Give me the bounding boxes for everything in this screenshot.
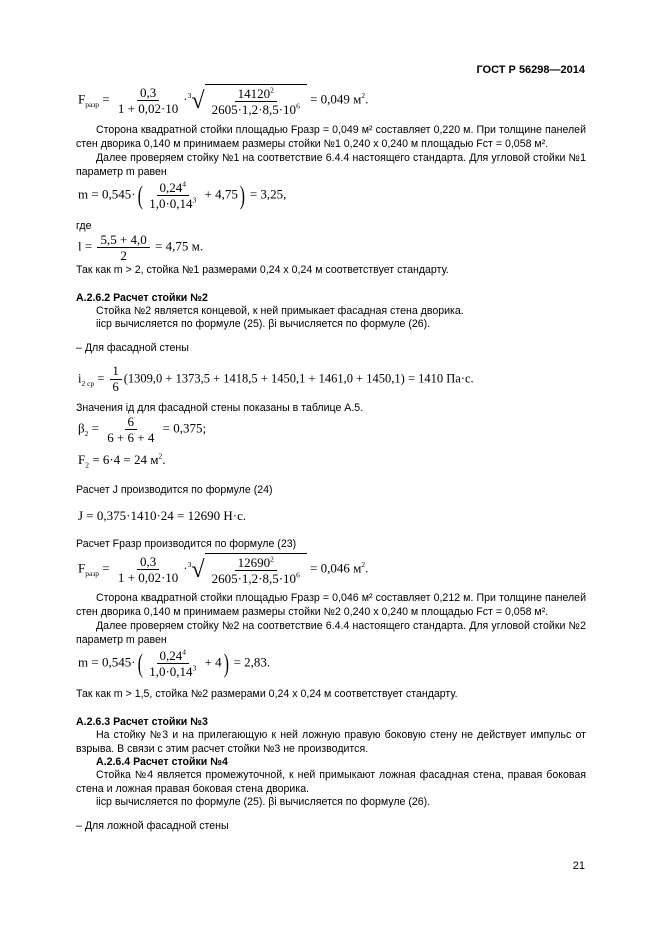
formula-j: J = 0,375·1410·24 = 12690 Н·с. bbox=[78, 508, 247, 523]
paragraph-check-2: Далее проверяем стойку №2 на соответствие 6.4.4 настоящего стандарта. Для угловой стойки №2 параметр m равен bbox=[76, 620, 586, 646]
paragraph-j-ref: Расчет J производится по формуле (24) bbox=[76, 484, 273, 496]
section-heading-a263: А.2.6.3 Расчет стойки №3 bbox=[76, 716, 208, 728]
paragraph-f-ref: Расчет Fразр производится по формуле (23) bbox=[76, 538, 297, 550]
paragraph-post-2: Стойка №2 является концевой, к ней примыкает фасадная стена дворика. bbox=[96, 305, 464, 317]
formula-f-razr-2: $F_{разр}$ = $\frac{0,3}{1 + 0,02\cdot 10}$ ·$^3$√ $\frac{12690^2}{2605\cdot 1,2\cdot 8,5\cdot 10^6}$ = 0,046 $м^2$. bbox=[78, 554, 369, 586]
paragraph-conclusion-2: Так как m > 1,5, стойка №2 размерами 0,24 х 0,24 м соответствует стандарту. bbox=[76, 688, 458, 700]
paragraph-table-ref: Значения iд для фасадной стены показаны в таблице А.5. bbox=[76, 402, 364, 414]
paragraph-conclusion-1: Так как m > 2, стойка №1 размерами 0,24 х 0,24 м соответствует стандарту. bbox=[76, 264, 449, 276]
standard-header: ГОСТ Р 56298—2014 bbox=[476, 64, 585, 76]
formula-f2: $F_2 = 6\cdot 4 = 24$ $м^2$. bbox=[78, 451, 166, 470]
formula-l: l = $\frac{5,5 + 4,0}{2}$ = 4,75 м. bbox=[78, 232, 204, 263]
where-label: где bbox=[76, 220, 92, 232]
formula-m-2: m = 0,545·( $\frac{0,24^4}{1,0\cdot 0,14^3}$ + 4) = 2,83. bbox=[78, 647, 271, 679]
paragraph-formulas-2: iiср вычисляется по формуле (25). βi вычисляется по формуле (26). bbox=[96, 796, 431, 808]
paragraph-facade: – Для фасадной стены bbox=[76, 342, 189, 354]
section-heading-a262: А.2.6.2 Расчет стойки №2 bbox=[76, 292, 208, 304]
formula-m-1: m = 0,545·( $\frac{0,24^4}{1,0\cdot 0,14^3}$ + 4,75) = 3,25, bbox=[78, 179, 287, 211]
paragraph-false-facade: – Для ложной фасадной стены bbox=[76, 820, 229, 832]
paragraph-post-4: Стойка №4 является промежуточной, к ней примыкают ложная фасадная стена, правая боковая стена и ложная правая боковая стена дворика. bbox=[76, 769, 586, 795]
paragraph-formulas-1: iiср вычисляется по формуле (25). βi вычисляется по формуле (26). bbox=[96, 318, 431, 330]
formula-beta2: $\beta_2$ = $\frac{6}{6 + 6 + 4}$ = 0,375; bbox=[78, 414, 207, 445]
paragraph-side-2: Сторона квадратной стойки площадью Fразр = 0,046 м² составляет 0,212 м. При толщине панелей стен дворика 0,140 м принимаем размеры стойки №2 0,240 х 0,240 м площадью Fст = 0,058 м². bbox=[76, 592, 586, 618]
paragraph-side-1: Сторона квадратной стойки площадью Fразр = 0,049 м² составляет 0,220 м. При толщине панелей стен дворика 0,140 м принимаем размеры стойки №1 0,240 х 0,240 м площадью Fст = 0,058 м². bbox=[76, 124, 586, 150]
paragraph-check-1: Далее проверяем стойку №1 на соответствие 6.4.4 настоящего стандарта. Для угловой стойки №1 параметр m равен bbox=[76, 152, 586, 178]
formula-f-razr-1: $F_{разр}$ = $\frac{0,3}{1 + 0,02\cdot 10}$ ·$^3$√ $\frac{14120^2}{2605\cdot 1,2\cdot 8,5\cdot 10^6}$ = 0,049 $м^2$. bbox=[78, 85, 369, 117]
paragraph-post-3: На стойку №3 и на прилегающую к ней ложную правую боковую стену не действует импульс от взрыва. В связи с этим расчет стойки №3 не производится. bbox=[76, 729, 586, 755]
page-number: 21 bbox=[572, 860, 585, 872]
section-heading-a264: А.2.6.4 Расчет стойки №4 bbox=[96, 756, 228, 768]
formula-i2: $i_{2 ср}$ = $\frac{1}{6}$ (1309,0 + 1373,5 + 1418,5 + 1450,1 + 1461,0 + 1450,1) = 1410 Па·с. bbox=[78, 364, 474, 394]
